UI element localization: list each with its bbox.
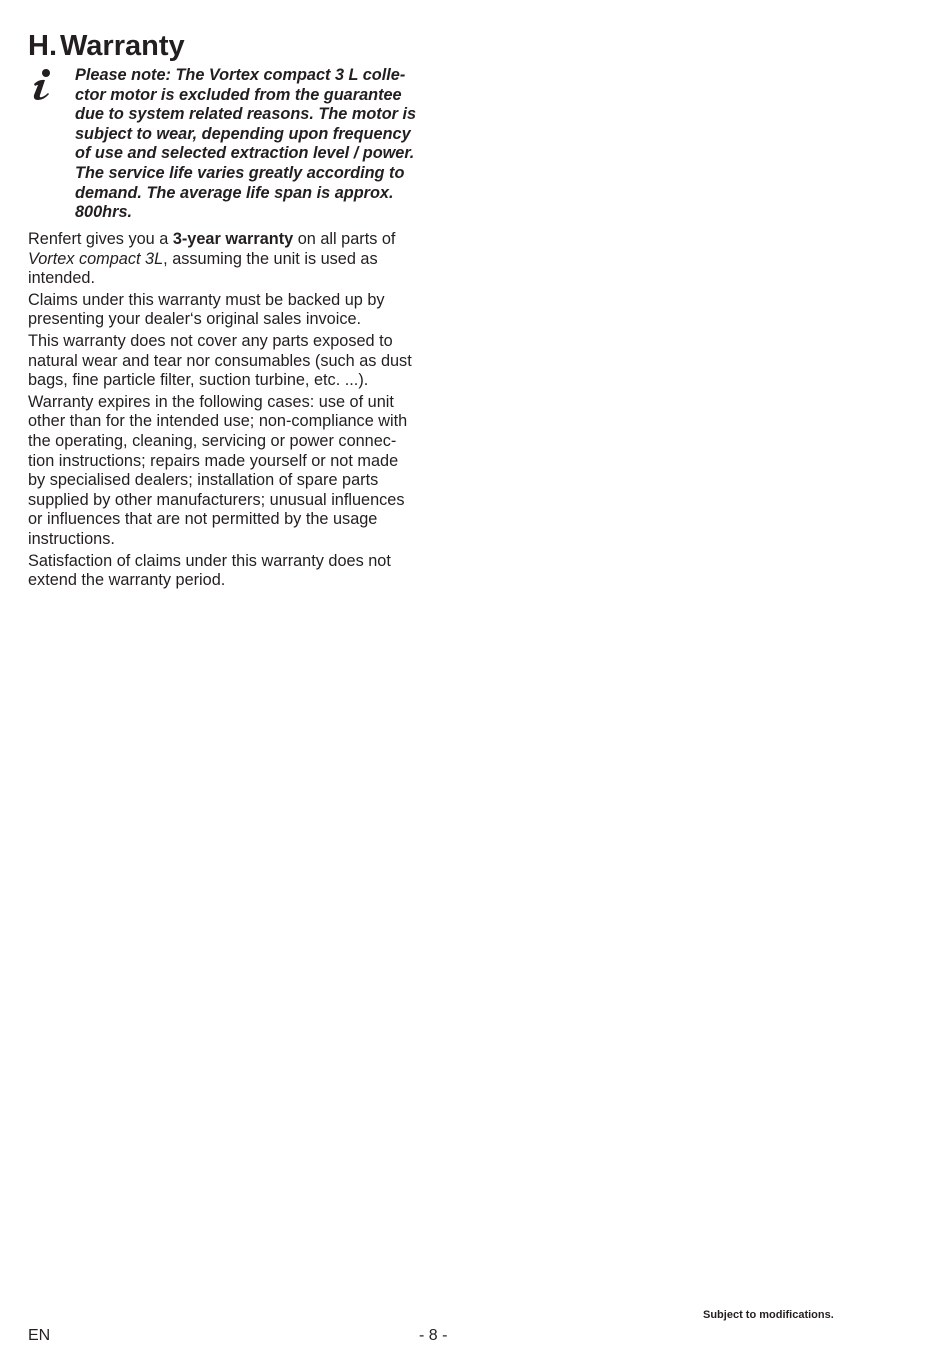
modifications-note: Subject to modifications.	[703, 1309, 834, 1321]
body-line: by specialised dealers; installation of spare parts	[28, 471, 379, 490]
body-line	[28, 250, 428, 270]
body-line: or influences that are not permitted by the usage	[28, 510, 378, 529]
text-run: on all parts of	[293, 230, 396, 248]
note-line: due to system related reasons. The motor is	[75, 105, 417, 124]
exclusions-paragraph	[28, 332, 428, 391]
body-line: other than for the intended use; non-compliance with	[28, 412, 408, 431]
body-line: bags, fine particle filter, suction turbine, etc. ...).	[28, 371, 369, 390]
section-title: Warranty	[60, 30, 185, 62]
section-letter: H.	[28, 30, 57, 62]
body-line: Warranty expires in the following cases: use of unit	[28, 392, 394, 411]
motor-exclusion-note	[75, 66, 425, 223]
body-line: Claims under this warranty must be backed up by	[28, 290, 385, 309]
body-line	[28, 230, 428, 250]
note-line: The service life varies greatly according to	[75, 163, 405, 182]
warranty-period-paragraph	[28, 230, 428, 289]
body-line: natural wear and tear nor consumables (such as dust	[28, 351, 412, 370]
warranty-duration: 3-year warranty	[172, 230, 294, 248]
note-line: demand. The average life span is approx.	[75, 183, 394, 202]
body-line: extend the warranty period.	[28, 571, 226, 590]
warranty-body	[28, 230, 428, 593]
expiry-paragraph	[28, 393, 428, 550]
note-line: ctor motor is excluded from the guarantee	[75, 85, 402, 104]
body-line: Satisfaction of claims under this warranty does not	[28, 551, 391, 570]
page-number: - 8 -	[419, 1327, 448, 1344]
page-title	[28, 28, 185, 64]
language-code: EN	[28, 1327, 51, 1344]
note-line: 800hrs.	[75, 203, 133, 222]
body-line: supplied by other manufacturers; unusual influences	[28, 490, 405, 509]
info-icon	[30, 68, 56, 102]
text-run: Renfert gives you a	[28, 230, 173, 248]
body-line: the operating, cleaning, servicing or power connec-	[28, 431, 397, 450]
satisfaction-paragraph	[28, 552, 428, 591]
claims-paragraph	[28, 291, 428, 330]
text-run: , assuming the unit is used as	[163, 249, 378, 268]
body-line: tion instructions; repairs made yourself or not made	[28, 451, 399, 470]
body-line: presenting your dealer‘s original sales invoice.	[28, 310, 362, 329]
note-line: of use and selected extraction level / power.	[75, 144, 415, 163]
note-line: Please note: The Vortex compact 3 L colle-	[75, 66, 406, 84]
note-line: subject to wear, depending upon frequency	[75, 124, 411, 143]
body-line: instructions.	[28, 529, 115, 548]
body-line: intended.	[28, 269, 95, 288]
body-line: This warranty does not cover any parts exposed to	[28, 331, 393, 350]
product-name: Vortex compact 3L	[28, 249, 164, 268]
